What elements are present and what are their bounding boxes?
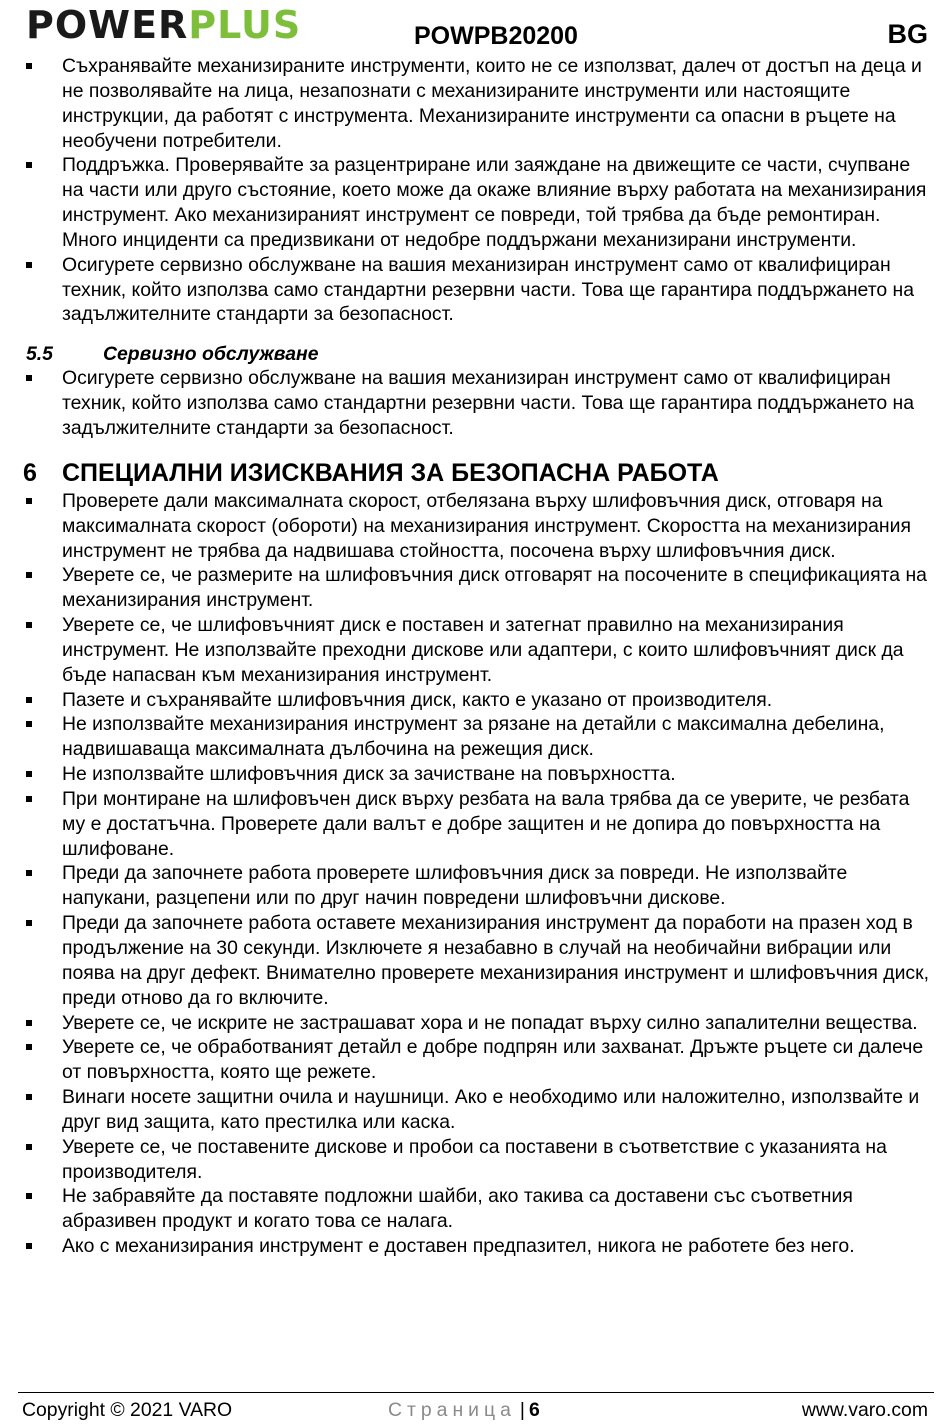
bullet-item: Съхранявайте механизираните инструменти, които не се използват, далеч от достъп на деца и не позволявайте на лица, незапознати с механизираните инструменти или настоящите инструкции, да работят с инструмента. Механизираните инструменти са опасни в ръцете на необучени потребители.	[0, 54, 950, 153]
language-code: BG	[887, 19, 928, 49]
subsection-title: Сервизно обслужване	[103, 343, 319, 366]
copyright-notice: Copyright © 2021 VARO	[22, 1399, 233, 1421]
bullet-item: Преди да започнете работа оставете механизирания инструмент да поработи на празен ход в продължение на 30 секунди. Изключете я незабавно в случай на необичайни вибрации или поява на друг дефект. Внимателно проверете механизирания инструмент и шлифовъчния диск, преди отново да го включите.	[0, 911, 950, 1010]
bullet-item: Ако с механизирания инструмент е доставен предпазител, никога не работете без него.	[0, 1234, 950, 1259]
bullet-item: Винаги носете защитни очила и наушници. Ако е необходимо или наложително, използвайте и друг вид защита, като престилка или каска.	[0, 1085, 950, 1135]
intro-bullet-list	[0, 54, 950, 327]
bullet-item: Не използвайте механизирания инструмент за рязане на детайли с максимална дебелина, надвишаваща максималната дълбочина на режещия диск.	[0, 712, 950, 762]
document-body	[0, 54, 950, 1259]
bullet-item: Осигурете сервизно обслужване на вашия механизиран инструмент само от квалифициран техник, който използва само стандартни резервни части. Това ще гарантира поддържането на задължителните стандарти за безопасност.	[0, 253, 950, 328]
footer-divider	[18, 1392, 934, 1393]
bullet-item: Осигурете сервизно обслужване на вашия механизиран инструмент само от квалифициран техник, който използва само стандартни резервни части. Това ще гарантира поддържането на задължителните стандарти за безопасност.	[0, 366, 950, 441]
page-separator: |	[519, 1399, 525, 1421]
bullet-item: Поддръжка. Проверявайте за разцентриране или заяждане на движещите се части, счупване на части или друго състояние, което може да окаже влияние върху работата на механизирания инструмент. Ако механизираният инструмент се повреди, той трябва да бъде ремонтиран. Много инциденти са предизвикани от недобре поддържани механизирани инструменти.	[0, 153, 950, 252]
bullet-item: Уверете се, че искрите не застрашават хора и не попадат върху силно запалителни вещества.	[0, 1011, 950, 1036]
bullet-item: Не забравяйте да поставяте подложни шайби, ако такива са доставени със съответния абразивен продукт и когато това се налага.	[0, 1184, 950, 1234]
page-number: 6	[528, 1399, 540, 1421]
subsection-heading	[0, 342, 950, 366]
logo-part-power: POWER	[26, 3, 189, 47]
website-link[interactable]: www.varo.com	[801, 1399, 928, 1421]
bullet-item: Уверете се, че шлифовъчният диск е поставен и затегнат правилно на механизирания инструмент. Не използвайте преходни дискове или адаптери, с които шлифовъчният диск да бъде напасван към механизирания инструмент.	[0, 613, 950, 688]
page-label: Страница	[388, 1399, 516, 1421]
bullet-item: Проверете дали максималната скорост, отбелязана върху шлифовъчния диск, отговаря на максималната скорост (обороти) на механизирания инструмент. Скоростта на механизирания инструмент не трябва да надвишава стойността, посочена върху шлифовъчния диск.	[0, 489, 950, 564]
bullet-item: Преди да започнете работа проверете шлифовъчния диск за повреди. Не използвайте напукани, разцепени или по друг начин повредени шлифовъчни дискове.	[0, 861, 950, 911]
bullet-item: Уверете се, че размерите на шлифовъчния диск отговарят на посочените в спецификацията на механизирания инструмент.	[0, 563, 950, 613]
section-title: СПЕЦИАЛНИ ИЗИСКВАНИЯ ЗА БЕЗОПАСНА РАБОТА	[62, 458, 719, 487]
service-bullet-list	[0, 366, 950, 441]
bullet-item: Пазете и съхранявайте шлифовъчния диск, както е указано от производителя.	[0, 688, 950, 713]
page-header	[0, 0, 950, 54]
model-number: POWPB20200	[414, 22, 578, 50]
subsection-number: 5.5	[26, 343, 53, 366]
section-number: 6	[23, 458, 37, 487]
logo-part-plus: PLUS	[188, 3, 302, 47]
page-indicator	[388, 1397, 540, 1423]
bullet-item: Не използвайте шлифовъчния диск за зачистване на повърхността.	[0, 762, 950, 787]
brand-logo	[26, 2, 301, 48]
safety-bullet-list	[0, 489, 950, 1259]
bullet-item: Уверете се, че поставените дискове и пробои са поставени в съответствие с указанията на производителя.	[0, 1135, 950, 1185]
bullet-item: Уверете се, че обработваният детайл е добре подпрян или захванат. Дръжте ръцете си далече от повърхността, която ще режете.	[0, 1035, 950, 1085]
page-footer	[0, 1397, 950, 1423]
bullet-item: При монтиране на шлифовъчен диск върху резбата на вала трябва да се уверите, че резбата му е достатъчна. Проверете дали валът е добре защитен и не допира до повърхността на шлифоване.	[0, 787, 950, 862]
section-heading	[0, 458, 950, 489]
